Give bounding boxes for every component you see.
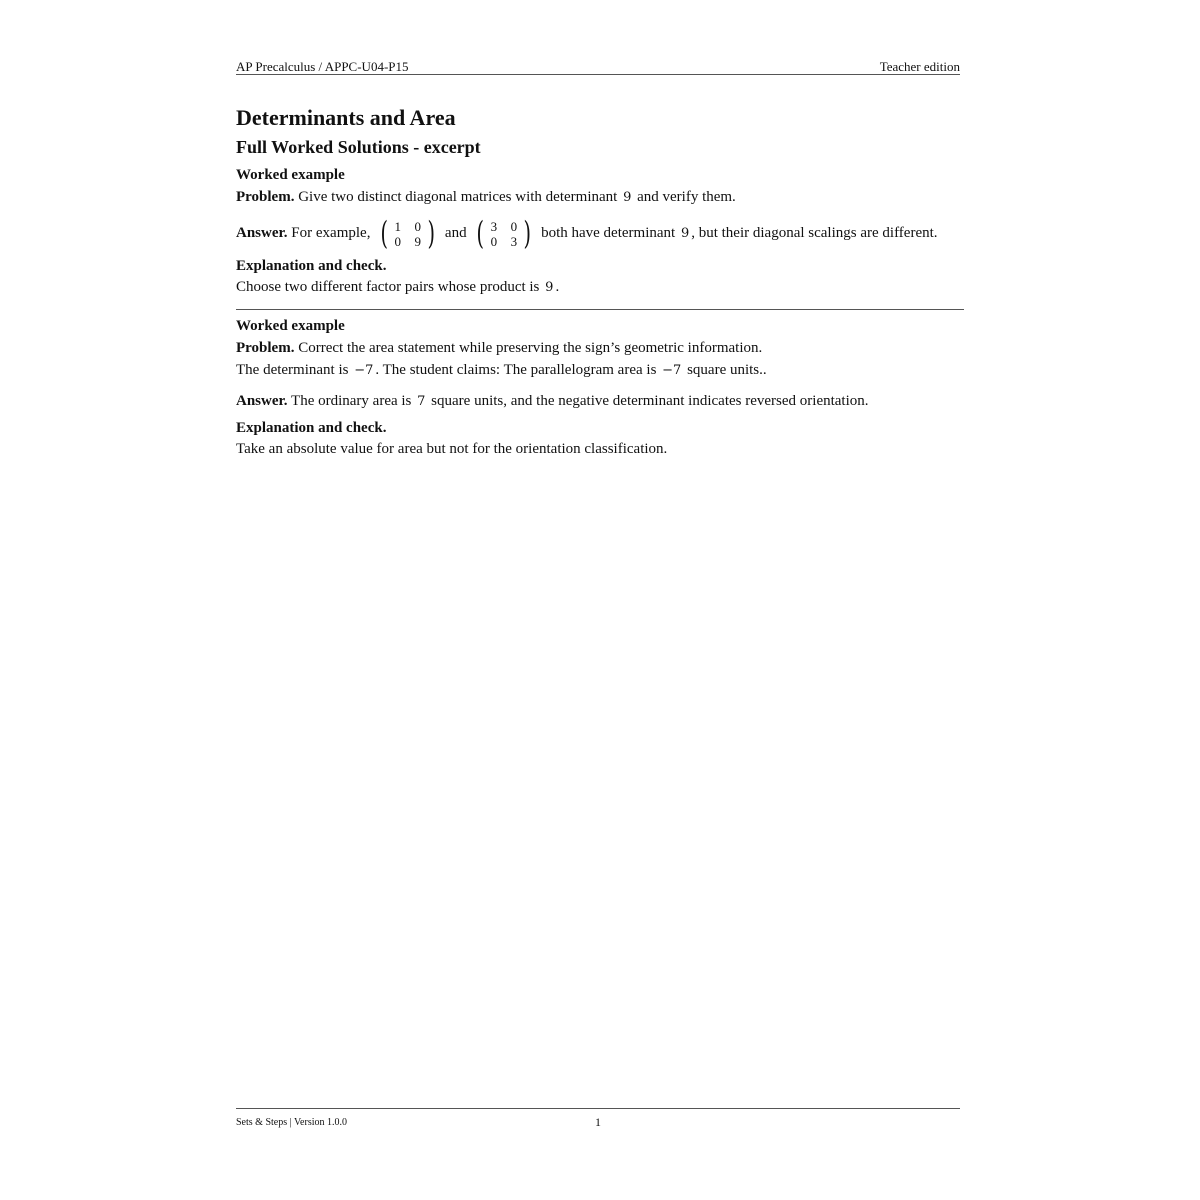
given-math: −7 (662, 363, 682, 378)
explanation-body: Choose two different factor pairs whose product is (236, 279, 544, 295)
answer-math: 9 (680, 225, 690, 241)
answer-text: square units, and the negative determinant indicates reversed orientation. (427, 393, 869, 409)
problem-statement (236, 186, 964, 209)
matrix-cell: 9 (414, 233, 421, 249)
header-edition-label: Teacher edition (879, 59, 960, 74)
answer-label: Answer. (236, 224, 288, 241)
explanation-heading: Explanation and check. (236, 258, 387, 274)
problem-text: Correct the area statement while preserving the sign’s geometric information. (294, 340, 763, 356)
given-text: square units.. (683, 362, 767, 378)
problem-statement (236, 337, 964, 359)
section-divider (236, 309, 964, 310)
problem-label: Problem. (236, 340, 295, 356)
left-paren: ( (476, 213, 485, 252)
page-header (236, 58, 960, 75)
given-statement (236, 359, 964, 382)
page-title: Determinants and Area (236, 105, 456, 130)
matrix-cell: 3 (490, 218, 498, 234)
worked-example-1 (236, 165, 964, 299)
matrix-cell: 1 (394, 218, 401, 234)
answer-math: 7 (417, 394, 426, 409)
given-text: The determinant is (236, 362, 353, 378)
matrix-a (378, 213, 437, 252)
footer-version-label: Sets & Steps | Version 1.0.0 (236, 1117, 347, 1128)
explanation-heading: Explanation and check. (236, 420, 387, 436)
answer-label: Answer. (236, 393, 288, 409)
given-math: −7 (354, 363, 374, 378)
right-paren: ) (523, 213, 531, 252)
matrix-cell: 0 (510, 218, 518, 234)
problem-tail: and verify them. (633, 189, 736, 205)
answer-prefix: For example, (287, 224, 375, 241)
page-subtitle: Full Worked Solutions - excerpt (236, 137, 481, 157)
left-paren: ( (380, 213, 389, 252)
right-paren: ) (427, 213, 435, 252)
example-heading: Worked example (236, 167, 345, 183)
header-course-label: AP Precalculus / APPC-U04-P15 (236, 59, 409, 74)
answer-and: and (441, 224, 471, 241)
problem-label: Problem. (236, 189, 295, 205)
matrix-cell: 0 (490, 233, 498, 249)
answer-tail: , but their diagonal scalings are different. (691, 224, 938, 241)
answer-statement (236, 214, 964, 252)
explanation-text: Take an absolute value for area but not for the orientation classification. (236, 441, 668, 457)
document-body (236, 104, 964, 460)
page-number: 1 (595, 1115, 601, 1129)
matrix-cell: 0 (394, 233, 401, 249)
matrix-cell: 0 (414, 218, 421, 234)
answer-statement (236, 390, 964, 413)
explanation-tail: . (555, 279, 560, 295)
matrix-b (474, 213, 533, 252)
page-footer (236, 1108, 960, 1129)
example-heading: Worked example (236, 318, 345, 334)
problem-text: Give two distinct diagonal matrices with determinant (294, 189, 622, 205)
matrix-cell: 3 (510, 233, 518, 249)
answer-mid: both have determinant (537, 224, 679, 241)
explanation-text (236, 276, 964, 299)
answer-text: The ordinary area is (287, 393, 416, 409)
explanation-math: 9 (545, 280, 554, 295)
given-text: . The student claims: The parallelogram area is (375, 362, 661, 378)
problem-math: 9 (623, 190, 632, 205)
worked-example-2 (236, 316, 964, 460)
